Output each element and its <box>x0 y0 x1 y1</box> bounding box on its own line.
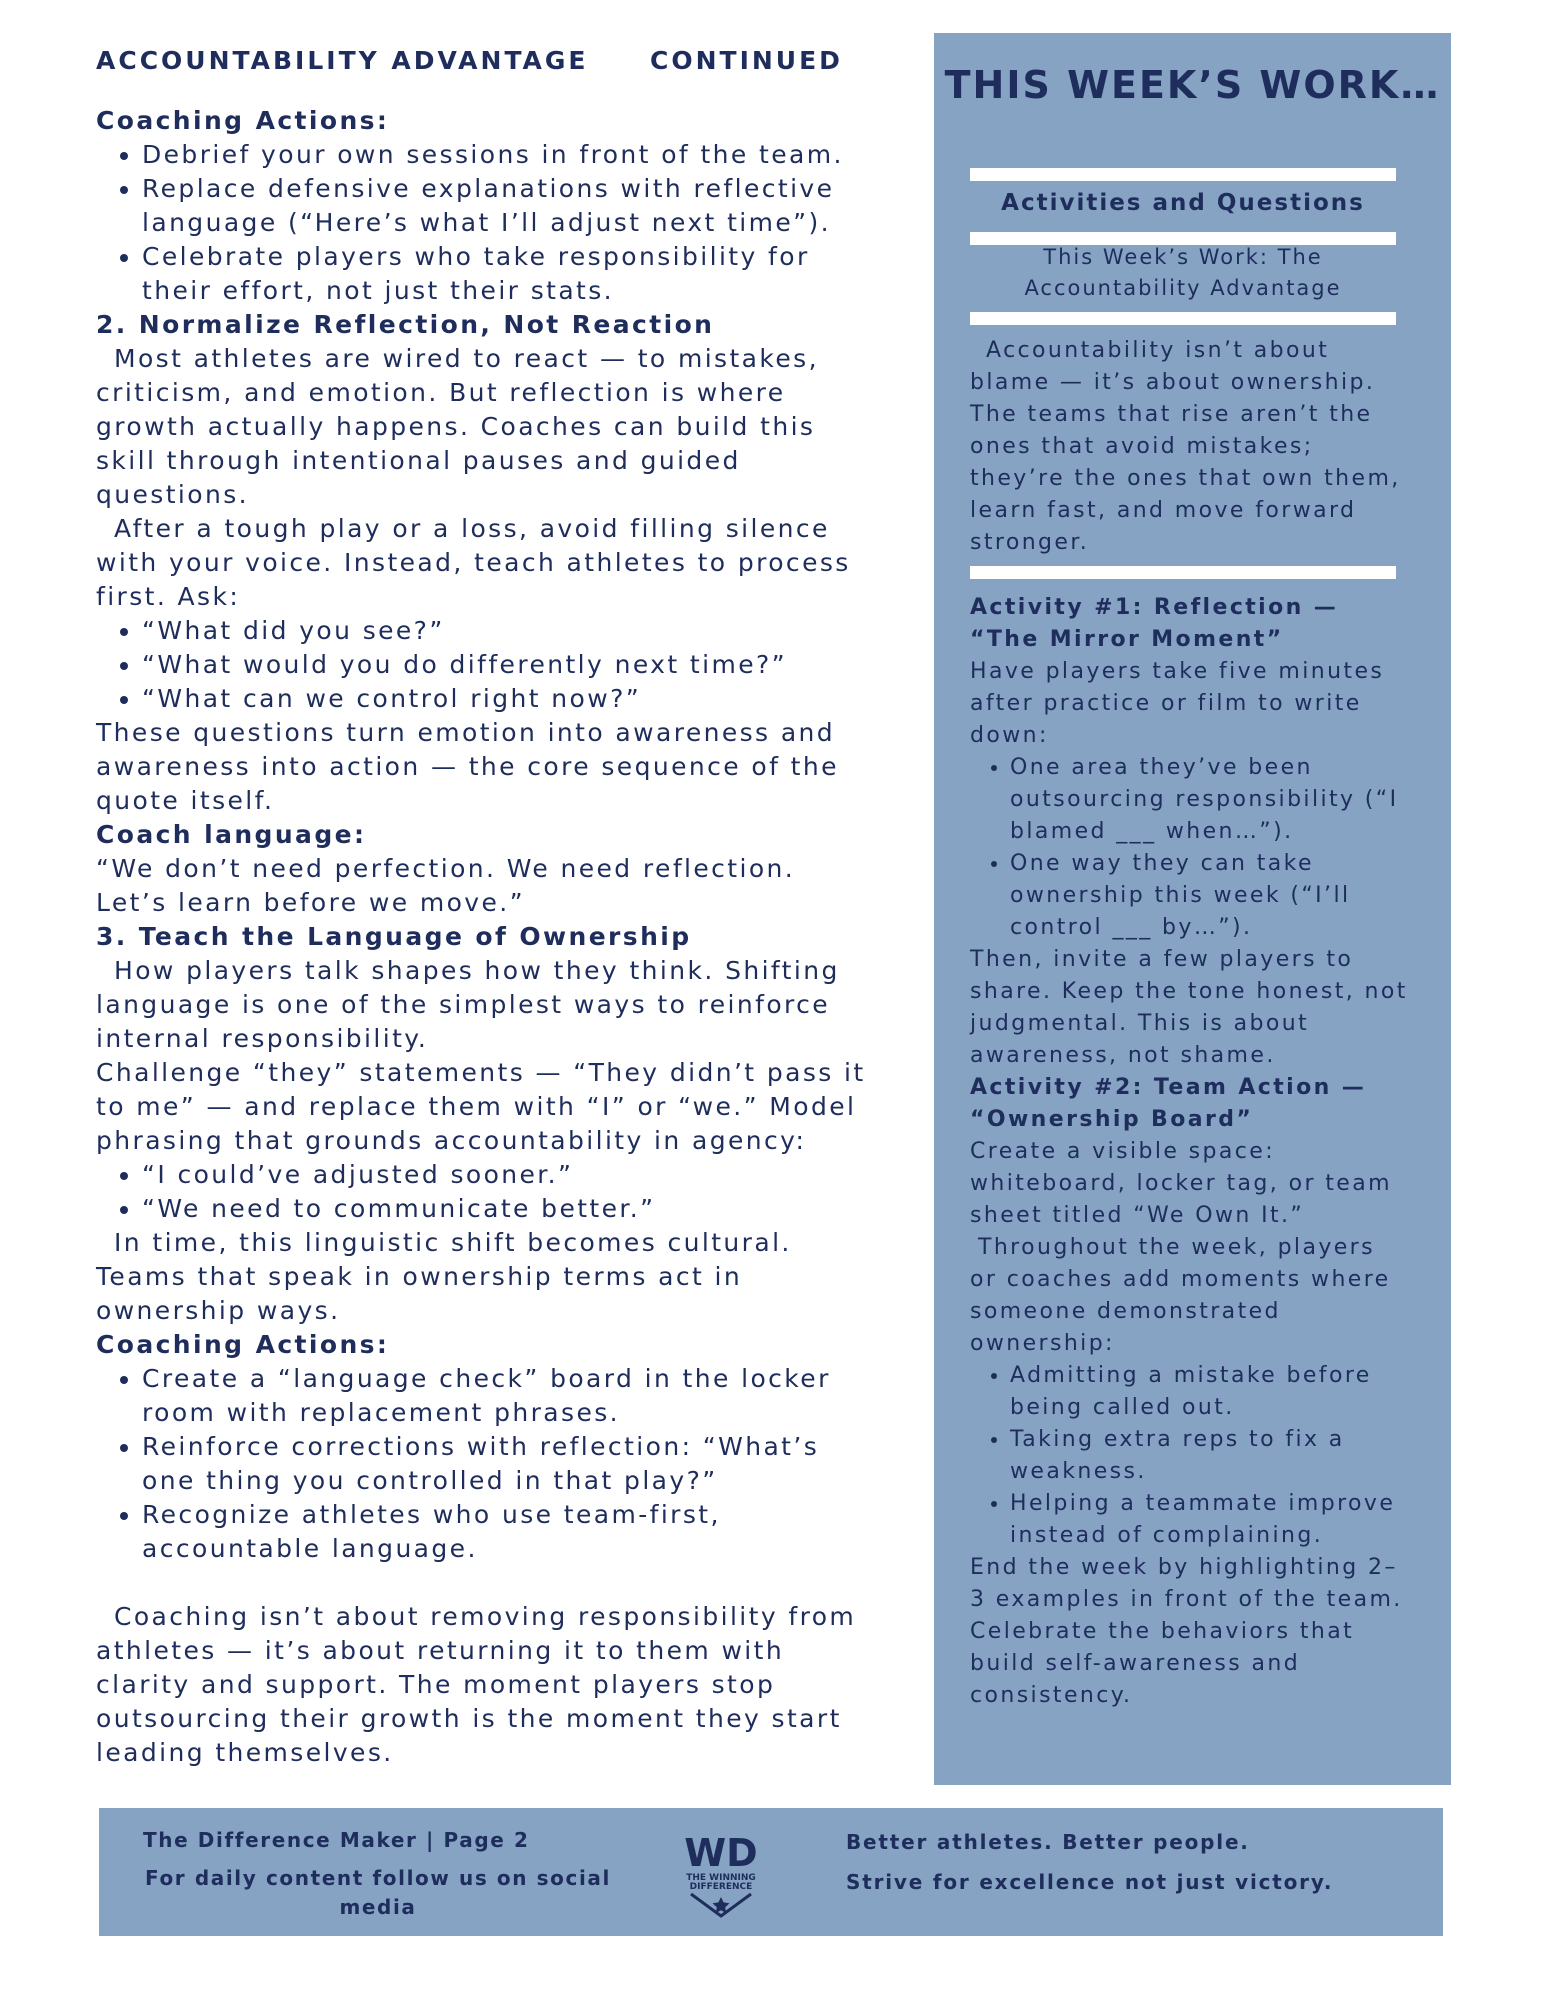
winning-difference-logo <box>673 1826 769 1922</box>
list-item: • Create a “language check” board in the locker room with replacement phrases. <box>142 1362 866 1430</box>
divider <box>970 312 1396 325</box>
section-3-heading: 3. Teach the Language of Ownership <box>96 922 692 951</box>
footer-tagline: Better athletes. Better people. <box>846 1830 1250 1854</box>
sidebar-title: THIS WEEK’S WORK… <box>944 63 1441 107</box>
list-item: • Admitting a mistake before being called out. <box>1010 1360 1410 1424</box>
divider <box>970 566 1396 579</box>
coaching-actions-list <box>96 1362 866 1566</box>
list-item: • Debrief your own sessions in front of the team. <box>142 138 866 172</box>
activity-2-text: Create a visible space: whiteboard, locker tag, or team sheet titled “We Own It.” <box>970 1139 1392 1228</box>
list-item: • “I could’ve adjusted sooner.” <box>142 1158 866 1192</box>
activity-1-followup: Then, invite a few players to share. Keep the tone honest, not judgmental. This is about awareness, not shame. <box>970 947 1408 1068</box>
section-3-paragraph: How players talk shapes how they think. Shifting language is one of the simplest ways to reinforce internal responsibility. <box>96 956 840 1053</box>
list-item: • “What can we control right now?” <box>142 682 866 716</box>
divider <box>970 168 1396 181</box>
activity-1-list <box>970 752 1410 944</box>
sidebar-subtitle: Activities and Questions <box>1001 190 1365 216</box>
list-item: • Helping a teammate improve instead of complaining. <box>1010 1488 1410 1552</box>
activities <box>970 592 1410 1712</box>
coach-language-heading: Coach language: <box>96 820 367 849</box>
activity-2-list <box>970 1360 1410 1552</box>
logo-caption: THE WINNING <box>686 1873 756 1883</box>
coaching-actions-list <box>96 138 866 308</box>
page-header <box>96 44 866 78</box>
closing-paragraph: Coaching isn’t about removing responsibility from athletes — it’s about returning it to them with clarity and support. The moment players stop outsourcing their growth is the moment they start leading themselves. <box>96 1602 857 1767</box>
coach-language-quote: “We don’t need perfection. We need reflection. Let’s learn before we move.” <box>96 854 796 917</box>
activity-2-heading: Activity #2: Team Action — “Ownership Board” <box>970 1075 1367 1132</box>
list-item: • Replace defensive explanations with reflective language (“Here’s what I’ll adjust next time”). <box>142 172 866 240</box>
sidebar-intro: Accountability isn’t about blame — it’s about ownership. The teams that rise aren’t the ones that avoid mistakes; they’re the ones that own them, learn fast, and move forward stronger. <box>970 338 1401 555</box>
section-3-paragraph: Challenge “they” statements — “They didn’t pass it to me” — and replace them with “I” or “we.” Model phrasing that grounds accountability in agency: <box>96 1058 866 1155</box>
section-2-paragraph: These questions turn emotion into awareness and awareness into action — the core sequence of the quote itself. <box>96 718 839 815</box>
list-item: • One area they’ve been outsourcing responsibility (“I blamed ___ when…”). <box>1010 752 1410 848</box>
spacer <box>96 1566 866 1600</box>
section-2-paragraph: After a tough play or a loss, avoid filling silence with your voice. Instead, teach athletes to process first. Ask: <box>96 514 851 611</box>
list-item: • Taking extra reps to fix a weakness. <box>1010 1424 1410 1488</box>
section-3-paragraph: In time, this linguistic shift becomes cultural. Teams that speak in ownership terms act in ownership ways. <box>96 1228 792 1325</box>
main-column <box>96 44 866 1770</box>
header-continued: CONTINUED <box>650 46 843 75</box>
reflection-questions-list <box>96 614 866 716</box>
list-item: • Celebrate players who take responsibility for their effort, not just their stats. <box>142 240 866 308</box>
sidebar-panel <box>934 33 1451 1785</box>
footer-tagline: Strive for excellence not just victory. <box>846 1870 1334 1894</box>
section-2-paragraph: Most athletes are wired to react — to mistakes, criticism, and emotion. But reflection is where growth actually happens. Coaches can build this skill through intentional pauses and guided questions. <box>96 344 819 509</box>
activity-1-text: Have players take five minutes after practice or film to write down: <box>970 659 1385 748</box>
ownership-phrases-list <box>96 1158 866 1226</box>
header-title: ACCOUNTABILITY ADVANTAGE <box>96 46 589 75</box>
list-item: • Recognize athletes who use team-first, accountable language. <box>142 1498 866 1566</box>
activity-2-followup: End the week by highlighting 2–3 examples in front of the team. Celebrate the behaviors that build self-awareness and consistency. <box>970 1555 1403 1708</box>
list-item: • “We need to communicate better.” <box>142 1192 866 1226</box>
logo-letters: WD <box>684 1831 758 1875</box>
section-2-heading: 2. Normalize Reflection, Not Reaction <box>96 310 715 339</box>
list-item: • “What would you do differently next time?” <box>142 648 866 682</box>
activity-2-text: Throughout the week, players or coaches add moments where someone demonstrated ownership: <box>970 1235 1391 1356</box>
list-item: • “What did you see?” <box>142 614 866 648</box>
page-footer <box>99 1808 1443 1936</box>
footer-social: For daily content follow us on social media <box>145 1866 611 1919</box>
list-item: • Reinforce corrections with reflection: “What’s one thing you controlled in that play?” <box>142 1430 866 1498</box>
coaching-actions-heading: Coaching Actions: <box>96 1330 390 1359</box>
activity-1-heading: Activity #1: Reflection — “The Mirror Moment” <box>970 595 1339 652</box>
logo-caption: DIFFERENCE <box>689 1882 753 1892</box>
coaching-actions-heading: Coaching Actions: <box>96 106 390 135</box>
footer-page-label: The Difference Maker | Page 2 <box>143 1828 530 1852</box>
list-item: • One way they can take ownership this week (“I’ll control ___ by…”). <box>1010 848 1410 944</box>
sidebar-small-title: This Week’s Work: The Accountability Advantage <box>1024 245 1342 300</box>
